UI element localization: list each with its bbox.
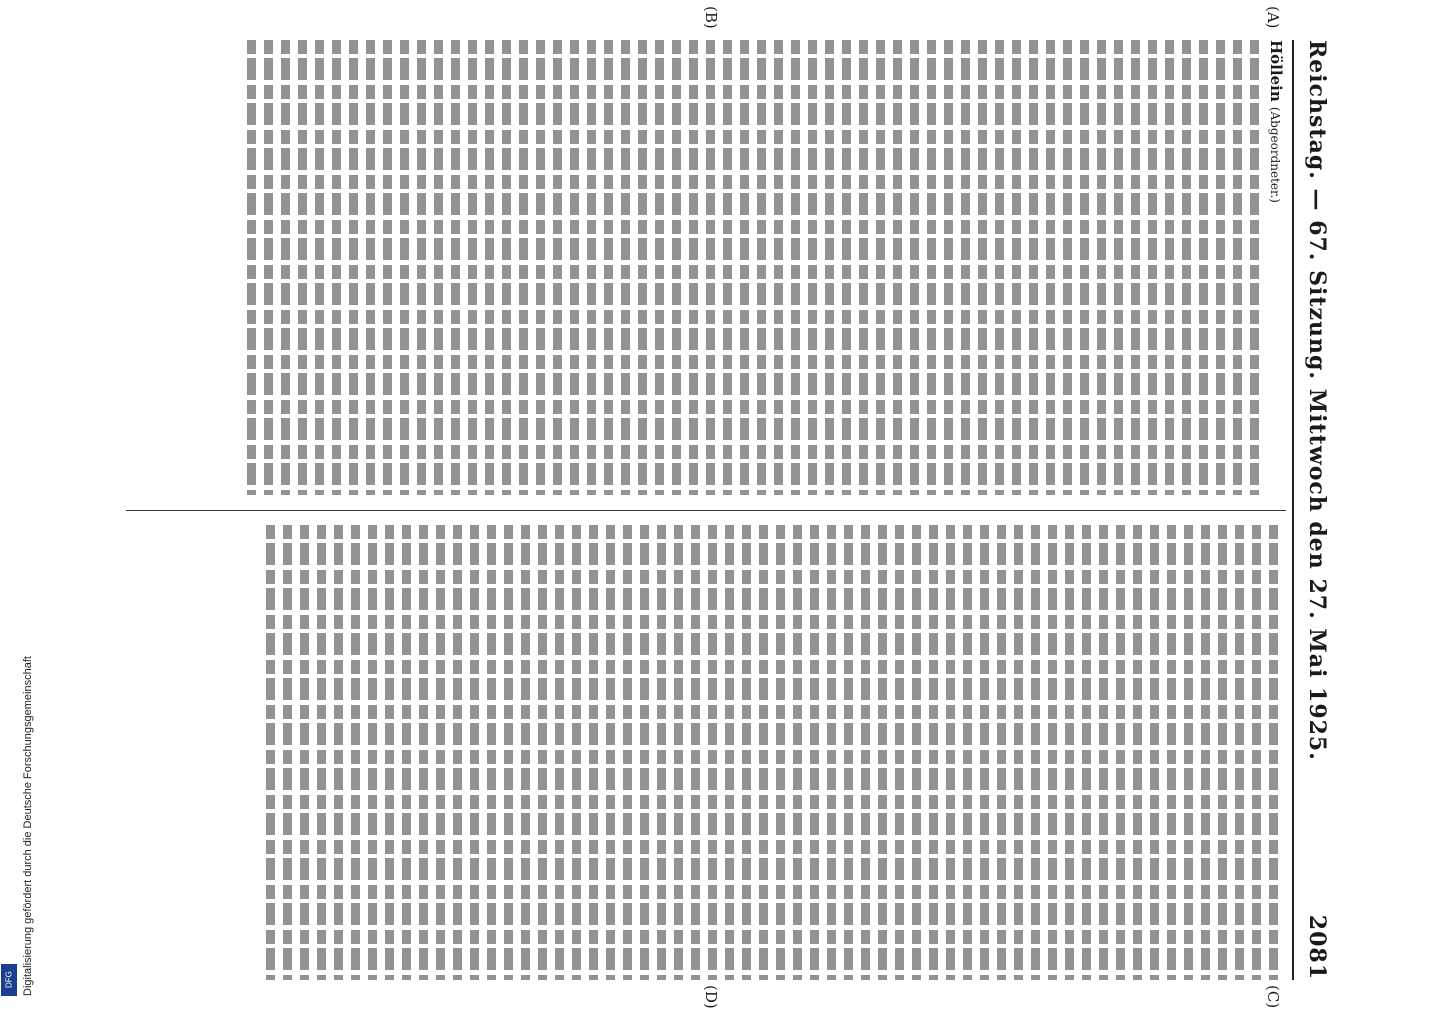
- text-line-placeholder: [604, 40, 613, 495]
- text-line-placeholder: [264, 40, 273, 495]
- text-line-placeholder: [961, 40, 970, 495]
- text-line-placeholder: [1029, 40, 1038, 495]
- text-line-placeholder: [1014, 525, 1023, 980]
- text-line-placeholder: [706, 40, 715, 495]
- text-line-placeholder: [1080, 40, 1089, 495]
- text-line-placeholder: [300, 525, 309, 980]
- text-line-placeholder: [589, 525, 598, 980]
- text-line-placeholder: [1233, 40, 1242, 495]
- left-column-text-placeholder: [247, 40, 1259, 495]
- text-line-placeholder: [1133, 525, 1142, 980]
- text-line-placeholder: [1269, 525, 1278, 980]
- text-line-placeholder: [587, 40, 596, 495]
- margin-marker-c: (C): [1264, 985, 1282, 1009]
- running-header: [1296, 40, 1330, 980]
- text-line-placeholder: [281, 40, 290, 495]
- margin-marker-a: (A): [1264, 6, 1282, 29]
- text-line-placeholder: [487, 525, 496, 980]
- text-line-placeholder: [995, 40, 1004, 495]
- left-column: [126, 40, 1286, 495]
- text-line-placeholder: [910, 40, 919, 495]
- text-line-placeholder: [691, 525, 700, 980]
- text-line-placeholder: [1065, 525, 1074, 980]
- text-line-placeholder: [723, 40, 732, 495]
- text-line-placeholder: [946, 525, 955, 980]
- text-line-placeholder: [1184, 525, 1193, 980]
- text-line-placeholder: [740, 40, 749, 495]
- text-line-placeholder: [570, 40, 579, 495]
- text-line-placeholder: [1097, 40, 1106, 495]
- column-rule: [126, 510, 1286, 511]
- text-line-placeholder: [810, 525, 819, 980]
- text-line-placeholder: [827, 525, 836, 980]
- text-line-placeholder: [1099, 525, 1108, 980]
- text-line-placeholder: [334, 525, 343, 980]
- text-line-placeholder: [980, 525, 989, 980]
- text-line-placeholder: [861, 525, 870, 980]
- text-line-placeholder: [485, 40, 494, 495]
- text-line-placeholder: [1199, 40, 1208, 495]
- text-line-placeholder: [1046, 40, 1055, 495]
- text-line-placeholder: [927, 40, 936, 495]
- text-line-placeholder: [757, 40, 766, 495]
- text-line-placeholder: [623, 525, 632, 980]
- text-line-placeholder: [793, 525, 802, 980]
- text-line-placeholder: [468, 40, 477, 495]
- text-line-placeholder: [606, 525, 615, 980]
- text-line-placeholder: [383, 40, 392, 495]
- text-line-placeholder: [878, 525, 887, 980]
- text-line-placeholder: [674, 525, 683, 980]
- margin-marker-b: (B): [702, 6, 720, 29]
- text-line-placeholder: [470, 525, 479, 980]
- text-line-placeholder: [521, 525, 530, 980]
- text-line-placeholder: [351, 525, 360, 980]
- text-line-placeholder: [621, 40, 630, 495]
- text-line-placeholder: [519, 40, 528, 495]
- speaker-name: Höllein: [1267, 40, 1285, 102]
- text-line-placeholder: [638, 40, 647, 495]
- text-line-placeholder: [436, 525, 445, 980]
- text-line-placeholder: [1063, 40, 1072, 495]
- text-line-placeholder: [400, 40, 409, 495]
- text-line-placeholder: [368, 525, 377, 980]
- text-line-placeholder: [1114, 40, 1123, 495]
- text-line-placeholder: [504, 525, 513, 980]
- text-line-placeholder: [929, 525, 938, 980]
- header-title: Reichstag. — 67. Sitzung. Mittwoch den 27. Mai 1925.: [1304, 40, 1330, 761]
- speaker-note: (Abgeordneter.): [1268, 106, 1282, 203]
- text-line-placeholder: [402, 525, 411, 980]
- text-line-placeholder: [672, 40, 681, 495]
- text-line-placeholder: [385, 525, 394, 980]
- text-line-placeholder: [912, 525, 921, 980]
- credit-text: Digitalisierung gefördert durch die Deutsche Forschungsgemeinschaft: [22, 656, 34, 996]
- text-line-placeholder: [774, 40, 783, 495]
- text-line-placeholder: [283, 525, 292, 980]
- text-line-placeholder: [502, 40, 511, 495]
- text-line-placeholder: [266, 525, 275, 980]
- text-line-placeholder: [1218, 525, 1227, 980]
- text-line-placeholder: [1082, 525, 1091, 980]
- text-line-placeholder: [553, 40, 562, 495]
- right-column-text-placeholder: [266, 525, 1278, 980]
- text-line-placeholder: [808, 40, 817, 495]
- text-line-placeholder: [417, 40, 426, 495]
- text-line-placeholder: [1048, 525, 1057, 980]
- text-line-placeholder: [1031, 525, 1040, 980]
- text-line-placeholder: [1182, 40, 1191, 495]
- text-line-placeholder: [1216, 40, 1225, 495]
- text-line-placeholder: [434, 40, 443, 495]
- text-line-placeholder: [825, 40, 834, 495]
- text-line-placeholder: [689, 40, 698, 495]
- text-line-placeholder: [1167, 525, 1176, 980]
- text-line-placeholder: [893, 40, 902, 495]
- text-line-placeholder: [742, 525, 751, 980]
- text-line-placeholder: [997, 525, 1006, 980]
- text-line-placeholder: [776, 525, 785, 980]
- text-line-placeholder: [708, 525, 717, 980]
- text-line-placeholder: [419, 525, 428, 980]
- text-line-placeholder: [536, 40, 545, 495]
- text-line-placeholder: [315, 40, 324, 495]
- text-line-placeholder: [332, 40, 341, 495]
- rotated-page-content: [120, 6, 1330, 1009]
- text-line-placeholder: [298, 40, 307, 495]
- text-line-placeholder: [1116, 525, 1125, 980]
- text-line-placeholder: [655, 40, 664, 495]
- text-line-placeholder: [725, 525, 734, 980]
- text-line-placeholder: [247, 40, 256, 495]
- text-line-placeholder: [1150, 525, 1159, 980]
- text-line-placeholder: [1148, 40, 1157, 495]
- text-line-placeholder: [759, 525, 768, 980]
- text-line-placeholder: [1201, 525, 1210, 980]
- digitization-credit: [4, 606, 34, 996]
- text-line-placeholder: [859, 40, 868, 495]
- header-rule: [1292, 40, 1294, 980]
- text-line-placeholder: [1250, 40, 1259, 495]
- text-line-placeholder: [842, 40, 851, 495]
- text-line-placeholder: [640, 525, 649, 980]
- text-line-placeholder: [366, 40, 375, 495]
- text-line-placeholder: [657, 525, 666, 980]
- text-line-placeholder: [1012, 40, 1021, 495]
- text-line-placeholder: [791, 40, 800, 495]
- text-line-placeholder: [572, 525, 581, 980]
- page-number: 2081: [1304, 914, 1330, 980]
- text-line-placeholder: [844, 525, 853, 980]
- text-line-placeholder: [1235, 525, 1244, 980]
- text-line-placeholder: [963, 525, 972, 980]
- text-line-placeholder: [453, 525, 462, 980]
- text-line-placeholder: [944, 40, 953, 495]
- text-line-placeholder: [538, 525, 547, 980]
- text-line-placeholder: [1165, 40, 1174, 495]
- text-line-placeholder: [895, 525, 904, 980]
- text-line-placeholder: [349, 40, 358, 495]
- right-column: [126, 525, 1286, 980]
- text-line-placeholder: [1252, 525, 1261, 980]
- text-line-placeholder: [876, 40, 885, 495]
- dfg-logo: DFG: [1, 964, 17, 996]
- text-line-placeholder: [317, 525, 326, 980]
- text-line-placeholder: [451, 40, 460, 495]
- text-line-placeholder: [978, 40, 987, 495]
- margin-marker-d: (D): [702, 985, 720, 1009]
- text-line-placeholder: [1131, 40, 1140, 495]
- text-line-placeholder: [555, 525, 564, 980]
